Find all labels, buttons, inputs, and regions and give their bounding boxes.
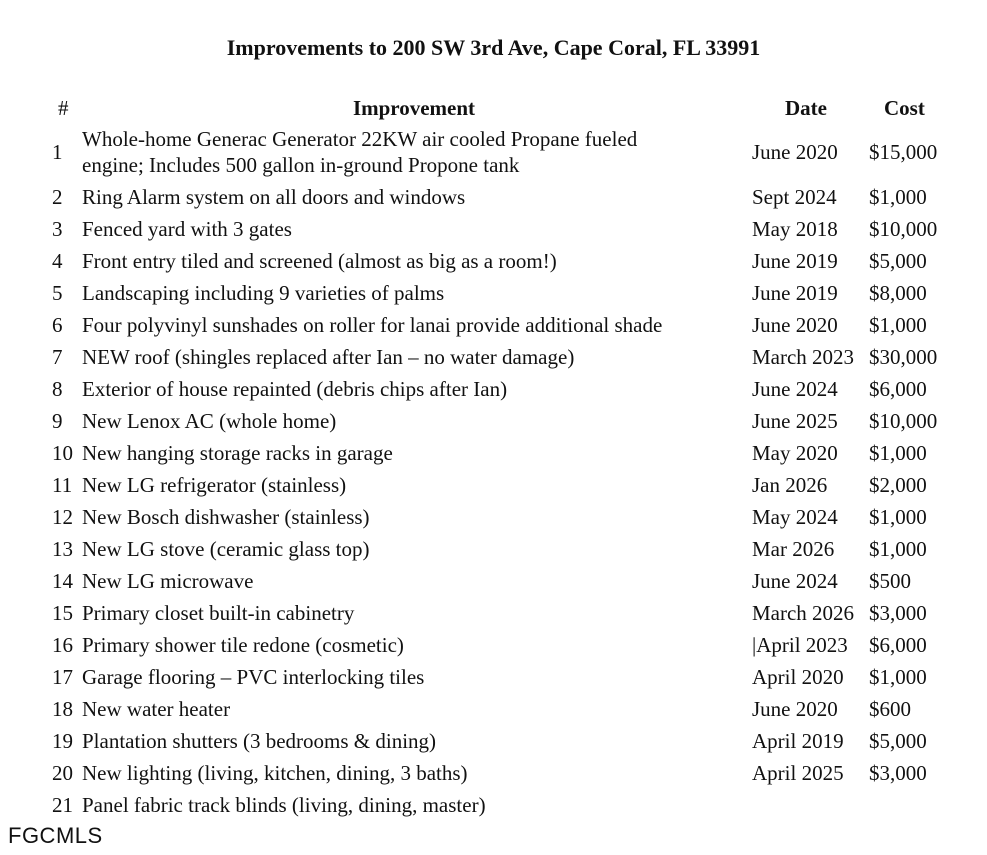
column-header-improvement: Improvement xyxy=(352,96,476,120)
row-improvement: Primary shower tile redone (cosmetic) xyxy=(82,633,404,657)
row-number: 13 xyxy=(52,537,73,561)
row-improvement: Primary closet built-in cabinetry xyxy=(82,601,355,625)
row-cost: $1,000 xyxy=(869,505,927,529)
row-improvement-line2: engine; Includes 500 gallon in-ground Propone tank xyxy=(82,153,520,177)
row-date: June 2019 xyxy=(752,281,838,305)
row-date: June 2020 xyxy=(752,697,838,721)
row-number: 1 xyxy=(52,140,63,164)
document-title: Improvements to 200 SW 3rd Ave, Cape Coral, FL 33991 xyxy=(226,35,761,60)
row-cost: $6,000 xyxy=(869,377,927,401)
row-date: March 2023 xyxy=(752,345,855,369)
row-cost: $2,000 xyxy=(869,473,927,497)
row-cost: $3,000 xyxy=(869,761,927,785)
row-date: June 2020 xyxy=(752,140,838,164)
fgcmls-watermark: FGCMLS xyxy=(8,823,103,848)
row-cost: $6,000 xyxy=(869,633,927,657)
row-date: May 2024 xyxy=(752,505,838,529)
row-improvement: Front entry tiled and screened (almost as big as a room!) xyxy=(82,249,557,273)
row-improvement-line1: Whole-home Generac Generator 22KW air cooled Propane fueled xyxy=(82,127,638,151)
row-number: 18 xyxy=(52,697,73,721)
row-cost: $10,000 xyxy=(869,217,938,241)
row-date: May 2020 xyxy=(752,441,838,465)
row-number: 11 xyxy=(52,473,73,497)
row-date: April 2019 xyxy=(752,729,844,753)
row-number: 5 xyxy=(52,281,63,305)
row-number: 7 xyxy=(52,345,63,369)
row-improvement: New water heater xyxy=(82,697,231,721)
row-improvement: New hanging storage racks in garage xyxy=(82,441,393,465)
row-number: 21 xyxy=(52,793,73,817)
row-improvement: New LG stove (ceramic glass top) xyxy=(82,537,370,561)
row-date: Sept 2024 xyxy=(752,185,837,209)
row-number: 14 xyxy=(52,569,73,593)
row-date: April 2025 xyxy=(752,761,844,785)
row-number: 6 xyxy=(52,313,63,337)
row-improvement: Exterior of house repainted (debris chips after Ian) xyxy=(82,377,508,401)
row-number: 20 xyxy=(52,761,73,785)
row-date: Jan 2026 xyxy=(752,473,828,497)
row-improvement: Panel fabric track blinds (living, dining, master) xyxy=(82,793,486,817)
row-number: 17 xyxy=(52,665,73,689)
row-improvement: Ring Alarm system on all doors and windows xyxy=(82,185,466,209)
row-improvement: New Lenox AC (whole home) xyxy=(82,409,337,433)
row-date: June 2024 xyxy=(752,377,838,401)
row-number: 9 xyxy=(52,409,63,433)
row-improvement: Garage flooring – PVC interlocking tiles xyxy=(82,665,425,689)
row-cost: $1,000 xyxy=(869,185,927,209)
row-cost: $5,000 xyxy=(869,729,927,753)
row-date: June 2024 xyxy=(752,569,838,593)
row-cost: $30,000 xyxy=(869,345,938,369)
row-date: May 2018 xyxy=(752,217,838,241)
row-date: June 2020 xyxy=(752,313,838,337)
row-date: |April 2023 xyxy=(752,633,848,657)
row-cost: $8,000 xyxy=(869,281,927,305)
row-improvement: NEW roof (shingles replaced after Ian – no water damage) xyxy=(82,345,575,369)
row-cost: $1,000 xyxy=(869,441,927,465)
row-number: 10 xyxy=(52,441,73,465)
column-header-number: # xyxy=(58,96,69,120)
row-date: Mar 2026 xyxy=(752,537,835,561)
row-improvement: Plantation shutters (3 bedrooms & dining) xyxy=(82,729,437,753)
row-date: June 2019 xyxy=(752,249,838,273)
row-number: 12 xyxy=(52,505,73,529)
row-cost: $1,000 xyxy=(869,313,927,337)
column-header-date: Date xyxy=(785,96,827,120)
row-improvement: Four polyvinyl sunshades on roller for lanai provide additional shade xyxy=(82,313,663,337)
row-date: April 2020 xyxy=(752,665,844,689)
row-improvement: New lighting (living, kitchen, dining, 3 baths) xyxy=(82,761,468,785)
row-number: 16 xyxy=(52,633,73,657)
row-date: March 2026 xyxy=(752,601,855,625)
row-date: June 2025 xyxy=(752,409,838,433)
row-improvement: Fenced yard with 3 gates xyxy=(82,217,292,241)
row-number: 4 xyxy=(52,249,63,273)
row-number: 15 xyxy=(52,601,73,625)
row-cost: $600 xyxy=(869,697,911,721)
row-improvement: New LG refrigerator (stainless) xyxy=(82,473,347,497)
row-number: 19 xyxy=(52,729,73,753)
row-cost: $10,000 xyxy=(869,409,938,433)
row-number: 2 xyxy=(52,185,63,209)
row-improvement: Landscaping including 9 varieties of palms xyxy=(82,281,445,305)
row-cost: $3,000 xyxy=(869,601,927,625)
row-improvement: New Bosch dishwasher (stainless) xyxy=(82,505,370,529)
row-cost: $15,000 xyxy=(869,140,938,164)
row-cost: $500 xyxy=(869,569,911,593)
column-header-cost: Cost xyxy=(884,96,925,120)
row-cost: $1,000 xyxy=(869,665,927,689)
row-number: 3 xyxy=(52,217,63,241)
row-cost: $5,000 xyxy=(869,249,927,273)
row-improvement: New LG microwave xyxy=(82,569,254,593)
row-cost: $1,000 xyxy=(869,537,927,561)
row-number: 8 xyxy=(52,377,63,401)
table-row xyxy=(0,126,987,178)
